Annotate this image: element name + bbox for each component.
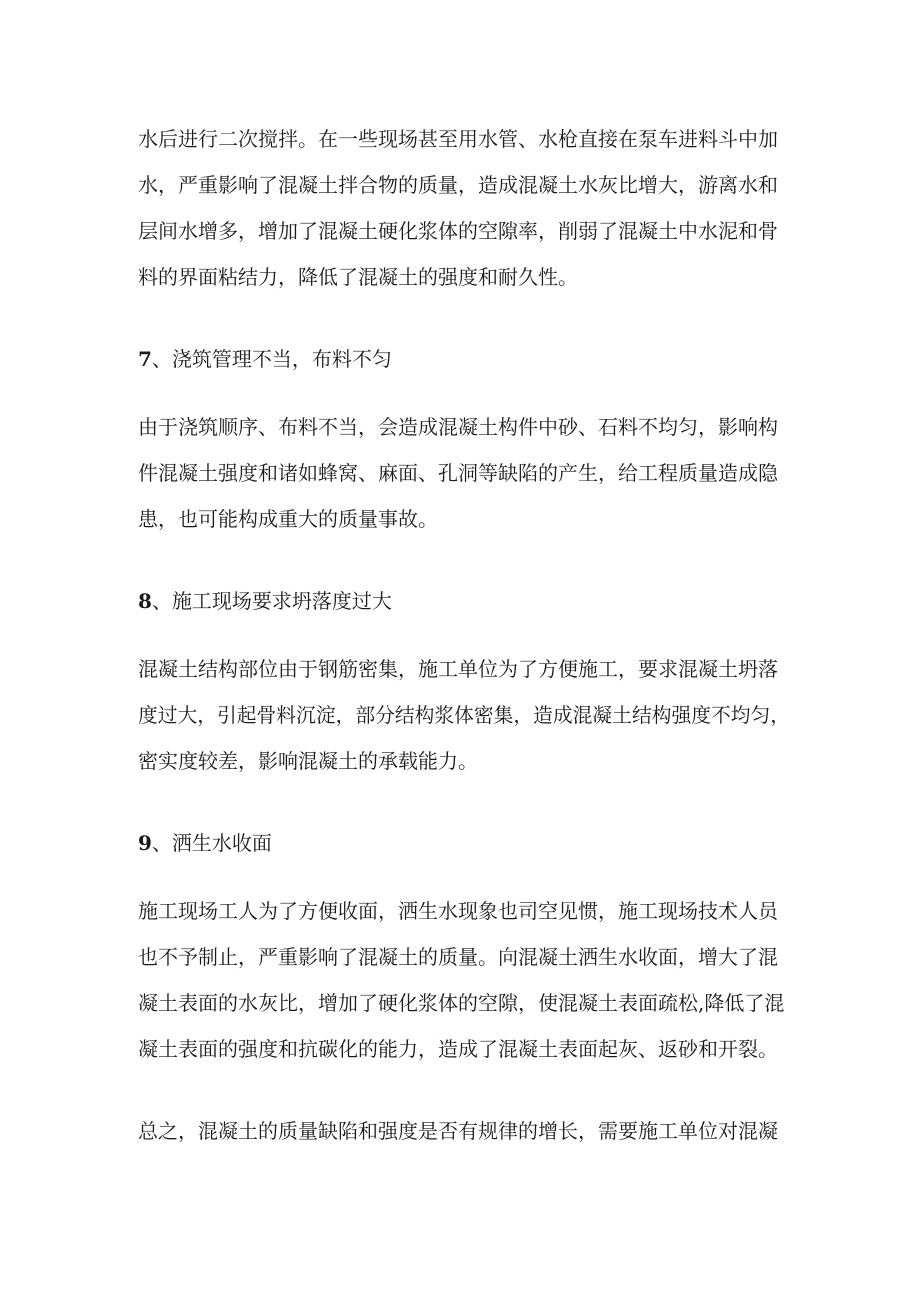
paragraph-line: 水，严重影响了混凝土拌合物的质量，造成混凝土水灰比增大，游离水和 <box>138 173 778 197</box>
paragraph-line: 层间水增多，增加了混凝土硬化浆体的空隙率，削弱了混凝土中水泥和骨 <box>138 219 778 243</box>
paragraph-line: 凝土表面的强度和抗碳化的能力，造成了混凝土表面起灰、返砂和开裂。 <box>138 1037 778 1061</box>
section-heading-7 <box>138 344 392 374</box>
section-title: 、施工现场要求坍落度过大 <box>151 589 392 613</box>
paragraph-line: 施工现场工人为了方便收面，洒生水现象也司空见惯，施工现场技术人员 <box>138 899 778 923</box>
section-number: 8 <box>138 589 152 613</box>
paragraph-line: 患，也可能构成重大的质量事故。 <box>138 507 438 531</box>
paragraph-line: 料的界面粘结力，降低了混凝土的强度和耐久性。 <box>138 265 578 289</box>
paragraph-line: 也不予制止，严重影响了混凝土的质量。向混凝土洒生水收面，增大了混 <box>138 945 778 969</box>
paragraph-line: 水后进行二次搅拌。在一些现场甚至用水管、水枪直接在泵车进料斗中加 <box>138 127 778 151</box>
paragraph-line: 密实度较差，影响混凝土的承载能力。 <box>138 749 478 773</box>
section-heading-9 <box>138 828 272 858</box>
paragraph-line: 总之，混凝土的质量缺陷和强度是否有规律的增长，需要施工单位对混凝 <box>138 1119 778 1143</box>
section-heading-8 <box>138 586 392 616</box>
paragraph-line: 件混凝土强度和诸如蜂窝、麻面、孔洞等缺陷的产生，给工程质量造成隐 <box>138 461 778 485</box>
section-number: 7 <box>138 347 152 371</box>
section-title: 、洒生水收面 <box>151 831 272 855</box>
paragraph-line: 凝土表面的水灰比，增加了硬化浆体的空隙，使混凝土表面疏松,降低了混 <box>138 991 785 1015</box>
paragraph-line: 由于浇筑顺序、布料不当，会造成混凝土构件中砂、石料不均匀，影响构 <box>138 415 778 439</box>
paragraph-line: 度过大，引起骨料沉淀，部分结构浆体密集，造成混凝土结构强度不均匀， <box>138 703 790 727</box>
section-number: 9 <box>138 831 152 855</box>
section-title: 、浇筑管理不当，布料不匀 <box>151 347 392 371</box>
paragraph-line: 混凝土结构部位由于钢筋密集，施工单位为了方便施工，要求混凝土坍落 <box>138 657 778 681</box>
